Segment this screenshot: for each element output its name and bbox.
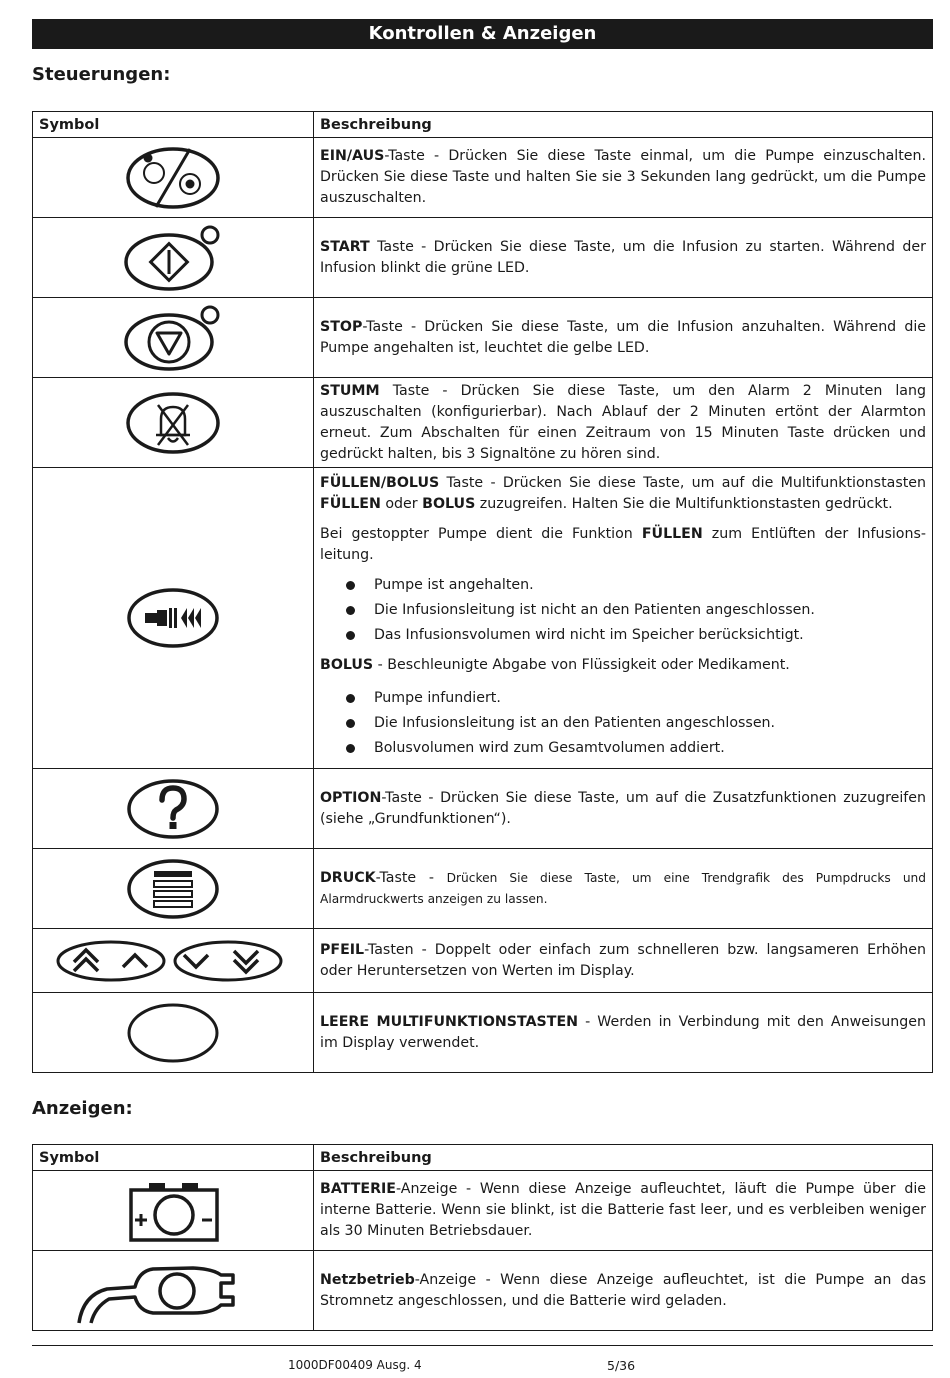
description-text: -Anzeige - Wenn diese Anzeige aufleuchtet, ist die Pumpe an das Stromnetz angeschlossen, und die Batterie wird geladen.	[320, 1271, 926, 1309]
footer-divider	[32, 1345, 933, 1346]
list-item: Das Infusionsvolumen wird nicht im Speicher berücksichtigt.	[320, 625, 926, 646]
symbol-cell	[33, 218, 314, 298]
symbol-cell	[33, 468, 314, 769]
table-header-row	[33, 1145, 933, 1171]
table-row	[33, 769, 933, 849]
pressure-icon	[125, 857, 221, 921]
key-name: DRUCK	[320, 869, 376, 886]
list-item: Die Infusionsleitung ist an den Patienten angeschlossen.	[320, 713, 926, 734]
description-text: oder	[380, 496, 423, 512]
description-cell	[314, 769, 933, 849]
description-text: Taste - Drücken Sie diese Taste, um die Infusion zu starten. Während der Infusion blinkt die grüne LED.	[320, 238, 926, 276]
controls-table	[32, 111, 933, 1073]
description-text: zum Entlüften der Infusions-leitung.	[320, 526, 926, 563]
arrow-keys-icon	[56, 938, 290, 984]
symbol-cell	[33, 769, 314, 849]
description-text: Bei gestoppter Pumpe dient die Funktion	[320, 526, 642, 542]
description-text: Taste - Drücken Sie diese Taste, um den Alarm 2 Minuten lang auszuschalten (konfigurierbar). Nach Ablauf der 2 Minuten ertönt der Alarmton erneut. Zum Abschalten für einen Zeitraum von 15 Minuten Taste drücken und gedrückt halten, bis 3 Signaltöne zu hören sind.	[320, 382, 926, 462]
column-header-symbol: Symbol	[33, 1145, 314, 1171]
table-header-row	[33, 112, 933, 138]
key-name: START	[320, 238, 370, 255]
list-item: Bolusvolumen wird zum Gesamtvolumen addiert.	[320, 738, 926, 759]
description-text: - Werden in Verbindung mit den Anweisungen im Display verwendet.	[320, 1013, 926, 1051]
symbol-cell	[33, 993, 314, 1073]
key-name: PFEIL	[320, 941, 365, 958]
mute-icon	[125, 391, 221, 455]
symbol-cell	[33, 849, 314, 929]
paragraph	[320, 655, 926, 676]
table-row	[33, 378, 933, 468]
description-cell	[314, 138, 933, 218]
indicators-heading: Anzeigen:	[32, 1098, 133, 1119]
description-text: -Tasten - Doppelt oder einfach zum schnelleren bzw. langsameren Erhöhen oder Heruntersetzen von Werten im Display.	[320, 941, 926, 979]
description-cell	[314, 378, 933, 468]
start-icon	[123, 224, 223, 292]
table-row	[33, 993, 933, 1073]
table-row	[33, 929, 933, 993]
description-text: -Taste - Drücken Sie diese Taste einmal, um die Pumpe einzuschalten. Drücken Sie diese Taste und halten Sie sie 3 Sekunden lang gedrückt, um die Pumpe auszuschalten.	[320, 148, 926, 206]
paragraph	[320, 524, 926, 566]
key-name: BOLUS	[320, 657, 374, 673]
table-row	[33, 298, 933, 378]
key-name: LEERE MULTIFUNKTIONSTASTEN	[320, 1013, 579, 1030]
description-cell	[314, 993, 933, 1073]
description-text: Taste - Drücken Sie diese Taste, um auf die Multifunktionstasten	[439, 475, 926, 491]
description-cell	[314, 1171, 933, 1251]
question-icon	[125, 777, 221, 841]
description-cell	[314, 298, 933, 378]
table-row	[33, 1251, 933, 1331]
symbol-cell	[33, 378, 314, 468]
indicators-table	[32, 1144, 933, 1331]
key-name: STUMM	[320, 382, 380, 399]
key-name: BATTERIE	[320, 1181, 396, 1197]
stop-icon	[123, 304, 223, 372]
controls-heading: Steuerungen:	[32, 64, 171, 85]
on-off-icon	[125, 146, 221, 210]
list-item: Pumpe infundiert.	[320, 688, 926, 709]
symbol-cell	[33, 929, 314, 993]
key-name: OPTION	[320, 789, 382, 806]
paragraph	[320, 473, 926, 515]
table-row	[33, 1171, 933, 1251]
column-header-symbol: Symbol	[33, 112, 314, 138]
description-text: -Taste -	[375, 869, 447, 886]
page-number: 5/36	[607, 1358, 636, 1373]
symbol-cell	[33, 1171, 314, 1251]
list-item: Pumpe ist angehalten.	[320, 575, 926, 596]
description-cell	[314, 849, 933, 929]
key-name: EIN/AUS	[320, 148, 385, 164]
description-text: -Taste - Drücken Sie diese Taste, um auf die Zusatzfunktionen zuzugreifen (siehe „Grundfunktionen“).	[320, 789, 926, 827]
section-title-bar: Kontrollen & Anzeigen	[32, 19, 933, 49]
table-row	[33, 138, 933, 218]
description-text: -Taste - Drücken Sie diese Taste, um die Infusion anzuhalten. Während die Pumpe angehalten ist, leuchtet die gelbe LED.	[320, 318, 926, 356]
key-name: FÜLLEN	[641, 526, 703, 542]
prime-bolus-icon	[125, 586, 221, 650]
description-text: Drücken Sie diese Taste, um eine Trendgrafik des Pumpdrucks und Alarmdruckwerts anzeigen zu lassen.	[320, 870, 926, 906]
description-cell	[314, 1251, 933, 1331]
description-cell	[314, 929, 933, 993]
list-item: Die Infusionsleitung ist nicht an den Patienten angeschlossen.	[320, 600, 926, 621]
blank-softkey-icon	[125, 1001, 221, 1065]
description-text: -Anzeige - Wenn diese Anzeige aufleuchtet, läuft die Pumpe über die interne Batterie. Wenn sie blinkt, ist die Batterie fast leer, und es verbleiben weniger als 30 Minuten Betriebsdauer.	[320, 1181, 926, 1239]
column-header-description: Beschreibung	[314, 1145, 933, 1171]
key-name: FÜLLEN/BOLUS	[320, 475, 440, 491]
document-id: 1000DF00409 Ausg. 4	[288, 1358, 422, 1372]
table-row	[33, 218, 933, 298]
battery-icon	[125, 1177, 221, 1245]
column-header-description: Beschreibung	[314, 112, 933, 138]
key-name: STOP	[320, 318, 363, 335]
description-cell	[314, 468, 933, 769]
table-row	[33, 849, 933, 929]
bullet-list	[320, 688, 926, 759]
description-text: zuzugreifen. Halten Sie die Multifunktionstasten gedrückt.	[475, 496, 893, 512]
key-name: Netzbetrieb	[320, 1271, 415, 1288]
symbol-cell	[33, 298, 314, 378]
table-row	[33, 468, 933, 769]
description-text: - Beschleunigte Abgabe von Flüssigkeit oder Medikament.	[373, 657, 790, 673]
mains-plug-icon	[73, 1257, 273, 1325]
key-name: BOLUS	[422, 496, 476, 512]
bullet-list	[320, 575, 926, 646]
symbol-cell	[33, 138, 314, 218]
symbol-cell	[33, 1251, 314, 1331]
key-name: FÜLLEN	[320, 496, 381, 512]
description-cell	[314, 218, 933, 298]
